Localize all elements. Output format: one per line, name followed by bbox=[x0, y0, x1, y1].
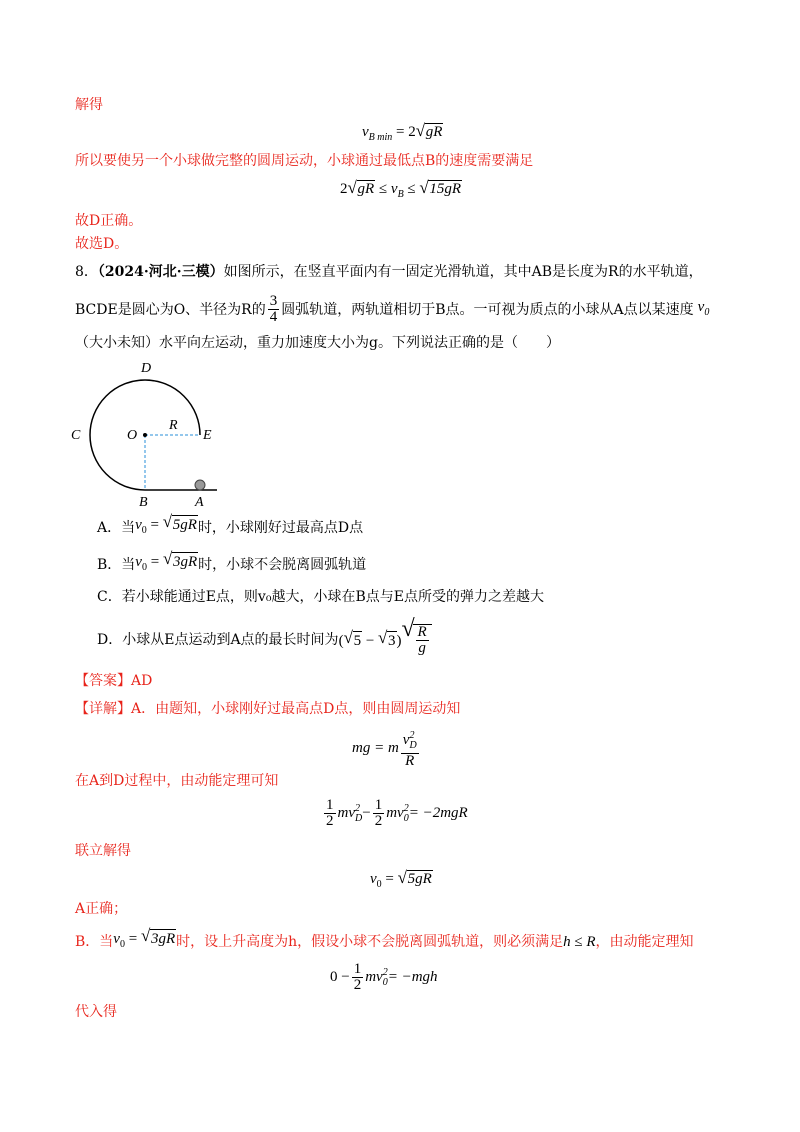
text-jiede: 解得 bbox=[75, 97, 103, 113]
text-a-to-d: 在A到D过程中，由动能定理可知 bbox=[75, 773, 279, 789]
label-o: O bbox=[127, 428, 138, 443]
option-a[interactable]: A．当 $v_0$ = √ 5gR 时，小球刚好过最高点D点 bbox=[97, 512, 364, 536]
equation-energy: $\frac{1}{2}$ $mv^2_D$ − $\frac{1}{2}$ $mv^2_0$ = −2mgR bbox=[326, 797, 468, 829]
option-d[interactable]: D．小球从E点运动到A点的最长时间为 ( √ 5 − √ 3) √ $\frac{R}{g}$ bbox=[97, 624, 432, 656]
equation-height: 0 − $\frac{1}{2}$ $mv^2_0$ = −mgh bbox=[330, 961, 438, 993]
label-r: R bbox=[169, 418, 178, 433]
label-d: D bbox=[141, 361, 152, 376]
label-c: C bbox=[71, 428, 81, 443]
text-dairu: 代入得 bbox=[75, 1004, 117, 1020]
detail-line: 【详解】A．由题知，小球刚好过最高点D点，则由圆周运动知 bbox=[75, 701, 461, 717]
equation-vbmin: $v_{B min} = 2$ √ gR bbox=[362, 121, 443, 143]
text-choose-d: 故选D。 bbox=[75, 236, 129, 252]
text-condition: 所以要使另一个小球做完整的圆周运动，小球通过最低点B的速度需要满足 bbox=[75, 153, 534, 169]
equation-inequality: 2 √ gR ≤ $v_B$ ≤ √ 15gR bbox=[340, 178, 462, 200]
option-c[interactable]: C．若小球能通过E点，则v₀越大，小球在B点与E点所受的弹力之差越大 bbox=[97, 589, 544, 605]
question-8-line2: BCDE是圆心为O、半径为R的 $\frac{3}{4}$ 圆弧轨道，两轨道相切于B点。一可视为质点的小球从A点以某速度 $v_0$ bbox=[75, 293, 710, 325]
label-b: B bbox=[139, 495, 148, 510]
question-8-line3: （大小未知）水平向左运动，重力加速度大小为g。下列说法正确的是（ ） bbox=[75, 335, 560, 351]
text-lianli: 联立解得 bbox=[75, 843, 131, 859]
option-b[interactable]: B．当 $v_0$ = √ 3gR 时，小球不会脱离圆弧轨道 bbox=[97, 549, 367, 573]
label-e: E bbox=[203, 428, 212, 443]
text-d-correct: 故D正确。 bbox=[75, 213, 143, 229]
text-a-correct: A正确； bbox=[75, 901, 128, 917]
text-b-analysis: B．当 $v_0$ = √ 3gR 时，设上升高度为h，假设小球不会脱离圆弧轨道，则必须满足 h ≤ R ，由动能定理知 bbox=[75, 926, 694, 950]
answer-line: 【答案】AD bbox=[75, 673, 153, 689]
label-a: A bbox=[195, 495, 204, 510]
question-8-line1: 8．（2024·河北·三模）如图所示，在竖直平面内有一固定光滑轨道，其中AB是长度为R的水平轨道， bbox=[75, 264, 703, 280]
equation-mg: mg = m $\frac{v^2_D}{R}$ bbox=[352, 730, 417, 769]
ball-icon bbox=[195, 480, 205, 490]
center-o-point bbox=[143, 433, 147, 437]
track-diagram bbox=[65, 355, 235, 510]
equation-v0: $v_0$ = √ 5gR bbox=[370, 868, 432, 890]
